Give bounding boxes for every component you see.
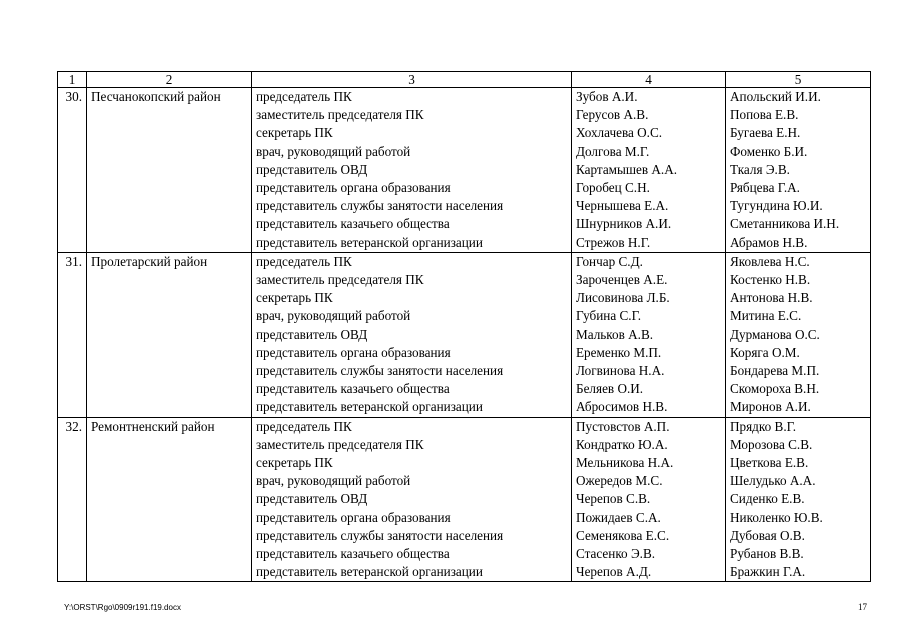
role-line: представитель службы занятости населения xyxy=(256,363,504,379)
reserve-name: Дубовая О.В. xyxy=(730,527,805,543)
page-number: 17 xyxy=(858,602,867,612)
role-line: представитель казачьего общества xyxy=(256,381,450,397)
reserve-name: Миронов А.И. xyxy=(730,399,811,415)
reserve-name: Яковлева Н.С. xyxy=(730,253,810,269)
member-name: Стрежов Н.Г. xyxy=(576,234,651,250)
role-line: представитель ОВД xyxy=(256,326,368,342)
role-line: представитель ветеранской организации xyxy=(256,564,483,580)
member-name: Шнурников А.И. xyxy=(576,216,672,232)
reserve-name: Сиденко Е.В. xyxy=(730,491,805,507)
member-name: Губина С.Г. xyxy=(576,308,642,324)
reserve-cell xyxy=(726,88,871,253)
column-header-4: 4 xyxy=(572,72,726,88)
reserve-name: Шелудько А.А. xyxy=(730,473,816,489)
header-row xyxy=(58,72,871,88)
reserve-name: Антонова Н.В. xyxy=(730,290,813,306)
member-name: Еременко М.П. xyxy=(576,344,662,360)
member-name: Стасенко Э.В. xyxy=(576,546,656,562)
role-line: представитель ОВД xyxy=(256,161,368,177)
role-line: председатель ПК xyxy=(256,253,352,269)
footer-file-path: Y:\ORST\Rgo\0909r191.f19.docx xyxy=(64,603,181,612)
reserve-name: Абрамов Н.В. xyxy=(730,234,808,250)
table-row xyxy=(58,417,871,582)
role-line: представитель ветеранской организации xyxy=(256,399,483,415)
role-line: председатель ПК xyxy=(256,418,352,434)
reserve-name: Морозова С.В. xyxy=(730,436,813,452)
role-line: представитель службы занятости населения xyxy=(256,198,504,214)
member-name: Зароченцев А.Е. xyxy=(576,272,668,288)
member-name: Гончар С.Д. xyxy=(576,253,643,269)
reserve-name: Коряга О.М. xyxy=(730,344,800,360)
member-name: Чернышева Е.А. xyxy=(576,198,669,214)
reserve-name: Цветкова Е.В. xyxy=(730,455,809,471)
reserve-name: Скомороха В.Н. xyxy=(730,381,820,397)
member-name: Зубов А.И. xyxy=(576,89,638,104)
member-name: Семенякова Е.С. xyxy=(576,527,670,543)
reserve-name: Апольский И.И. xyxy=(730,89,821,104)
role-line: представитель казачьего общества xyxy=(256,546,450,562)
role-line: представитель ОВД xyxy=(256,491,368,507)
reserve-name: Костенко Н.В. xyxy=(730,272,811,288)
reserve-name: Бражкин Г.А. xyxy=(730,564,806,580)
role-line: секретарь ПК xyxy=(256,290,333,306)
member-name: Кондратко Ю.А. xyxy=(576,436,668,452)
member-name: Мельникова Н.А. xyxy=(576,455,674,471)
role-line: заместитель председателя ПК xyxy=(256,272,424,288)
role-line: врач, руководящий работой xyxy=(256,143,411,159)
member-name: Долгова М.Г. xyxy=(576,143,650,159)
member-name: Ожередов М.С. xyxy=(576,473,663,489)
district-cell: Песчанокопский район xyxy=(87,88,252,253)
reserve-name: Попова Е.В. xyxy=(730,107,799,123)
member-name: Беляев О.И. xyxy=(576,381,644,397)
role-line: врач, руководящий работой xyxy=(256,473,411,489)
reserve-cell xyxy=(726,252,871,417)
members-cell xyxy=(572,88,726,253)
member-name: Черепов С.В. xyxy=(576,491,651,507)
member-name: Логвинова Н.А. xyxy=(576,363,665,379)
member-name: Картамышев А.А. xyxy=(576,161,678,177)
reserve-name: Митина Е.С. xyxy=(730,308,802,324)
member-name: Черепов А.Д. xyxy=(576,564,652,580)
role-line: секретарь ПК xyxy=(256,455,333,471)
reserve-name: Фоменко Б.И. xyxy=(730,143,808,159)
member-name: Мальков А.В. xyxy=(576,326,654,342)
roles-cell xyxy=(252,88,572,253)
member-name: Пустовстов А.П. xyxy=(576,418,670,434)
row-number-cell: 32. xyxy=(58,417,87,582)
role-line: представитель органа образования xyxy=(256,180,451,196)
reserve-name: Прядко В.Г. xyxy=(730,418,797,434)
reserve-name: Бондарева М.П. xyxy=(730,363,820,379)
member-name: Лисовинова Л.Б. xyxy=(576,290,670,306)
reserve-name: Рубанов В.В. xyxy=(730,546,804,562)
role-line: председатель ПК xyxy=(256,89,352,104)
members-cell xyxy=(572,252,726,417)
member-name: Горобец С.Н. xyxy=(576,180,650,196)
reserve-name: Николенко Ю.В. xyxy=(730,509,823,525)
column-header-1: 1 xyxy=(58,72,87,88)
column-header-3: 3 xyxy=(252,72,572,88)
reserve-name: Тугундина Ю.И. xyxy=(730,198,823,214)
table-row xyxy=(58,252,871,417)
roles-cell xyxy=(252,252,572,417)
district-cell: Ремонтненский район xyxy=(87,417,252,582)
role-line: секретарь ПК xyxy=(256,125,333,141)
reserve-name: Дурманова О.С. xyxy=(730,326,820,342)
table-body xyxy=(58,88,871,582)
member-name: Герусов А.В. xyxy=(576,107,649,123)
column-header-2: 2 xyxy=(87,72,252,88)
reserve-name: Рябцева Г.А. xyxy=(730,180,800,196)
commission-table xyxy=(57,71,871,582)
column-header-5: 5 xyxy=(726,72,871,88)
roles-cell xyxy=(252,417,572,582)
role-line: представитель ветеранской организации xyxy=(256,234,483,250)
member-name: Абросимов Н.В. xyxy=(576,399,668,415)
reserve-name: Ткаля Э.В. xyxy=(730,161,790,177)
reserve-name: Бугаева Е.Н. xyxy=(730,125,801,141)
row-number-cell: 31. xyxy=(58,252,87,417)
role-line: представитель органа образования xyxy=(256,344,451,360)
role-line: представитель органа образования xyxy=(256,509,451,525)
district-cell: Пролетарский район xyxy=(87,252,252,417)
role-line: заместитель председателя ПК xyxy=(256,436,424,452)
role-line: представитель службы занятости населения xyxy=(256,527,504,543)
member-name: Пожидаев С.А. xyxy=(576,509,661,525)
member-name: Хохлачева О.С. xyxy=(576,125,663,141)
role-line: представитель казачьего общества xyxy=(256,216,450,232)
reserve-name: Сметанникова И.Н. xyxy=(730,216,840,232)
role-line: врач, руководящий работой xyxy=(256,308,411,324)
reserve-cell xyxy=(726,417,871,582)
table-row xyxy=(58,88,871,253)
role-line: заместитель председателя ПК xyxy=(256,107,424,123)
row-number-cell: 30. xyxy=(58,88,87,253)
members-cell xyxy=(572,417,726,582)
